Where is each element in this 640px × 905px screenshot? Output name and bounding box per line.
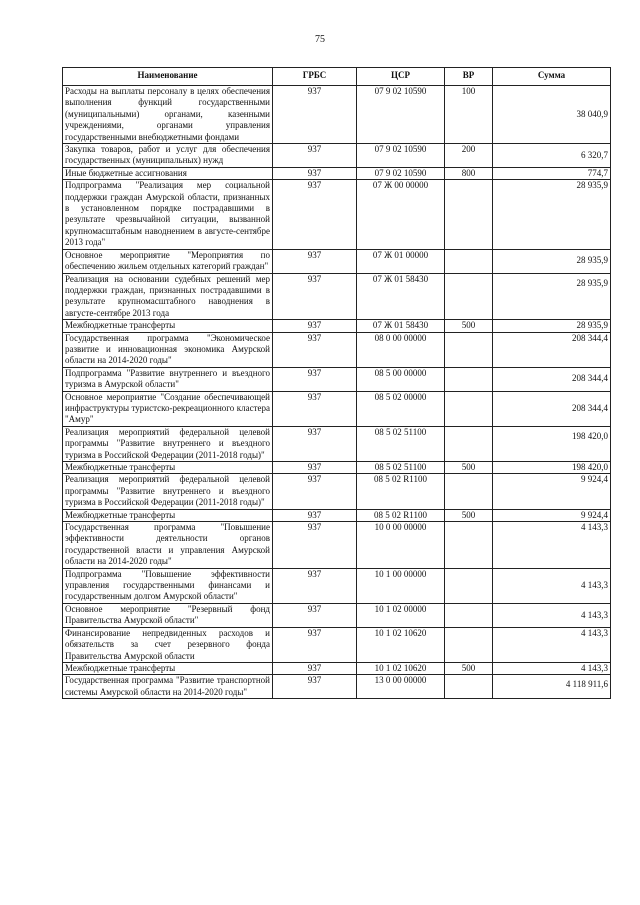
- cell-sum: 198 420,0: [493, 426, 611, 461]
- cell-grbs: 937: [273, 509, 357, 521]
- table-row: [63, 603, 611, 627]
- table-row: [63, 320, 611, 332]
- cell-csr: 07 9 02 10590: [357, 86, 445, 144]
- cell-csr: 07 Ж 01 00000: [357, 249, 445, 273]
- table-row: [63, 86, 611, 144]
- cell-grbs: 937: [273, 675, 357, 699]
- table-row: [63, 167, 611, 179]
- cell-sum: 208 344,4: [493, 391, 611, 426]
- cell-sum: 9 924,4: [493, 509, 611, 521]
- table-row: [63, 180, 611, 249]
- cell-vr: [445, 249, 493, 273]
- cell-grbs: 937: [273, 474, 357, 509]
- cell-grbs: 937: [273, 462, 357, 474]
- cell-csr: 08 5 02 51100: [357, 426, 445, 461]
- cell-csr: 10 1 02 10620: [357, 627, 445, 662]
- cell-sum: 4 118 911,6: [493, 675, 611, 699]
- cell-name: Межбюджетные трансферты: [63, 462, 273, 474]
- cell-csr: 07 9 02 10590: [357, 144, 445, 168]
- cell-vr: [445, 603, 493, 627]
- table-row: [63, 249, 611, 273]
- cell-csr: 10 0 00 00000: [357, 522, 445, 569]
- cell-vr: [445, 180, 493, 249]
- cell-name: Закупка товаров, работ и услуг для обеспечения государственных (муниципальных) нужд: [63, 144, 273, 168]
- cell-vr: [445, 367, 493, 391]
- cell-vr: [445, 273, 493, 320]
- cell-sum: 28 935,9: [493, 249, 611, 273]
- cell-sum: 6 320,7: [493, 144, 611, 168]
- cell-sum: 28 935,9: [493, 273, 611, 320]
- cell-sum: 28 935,9: [493, 320, 611, 332]
- cell-grbs: 937: [273, 391, 357, 426]
- cell-name: Государственная программа "Повышение эффективности деятельности органов государственной власти и управления Амурской области на 2014-2020 годы": [63, 522, 273, 569]
- table-row: [63, 509, 611, 521]
- table-row: [63, 426, 611, 461]
- cell-grbs: 937: [273, 603, 357, 627]
- cell-name: Реализация мероприятий федеральной целевой программы "Развитие внутреннего и въездного туризма в Российской Федерации (2011-2018 годы)": [63, 474, 273, 509]
- cell-name: Межбюджетные трансферты: [63, 662, 273, 674]
- cell-vr: 800: [445, 167, 493, 179]
- cell-grbs: 937: [273, 167, 357, 179]
- table-row: [63, 367, 611, 391]
- header-name: Наименование: [63, 68, 273, 86]
- cell-vr: 500: [445, 662, 493, 674]
- header-grbs: ГРБС: [273, 68, 357, 86]
- cell-name: Государственная программа "Развитие транспортной системы Амурской области на 2014-2020 годы": [63, 675, 273, 699]
- cell-sum: 198 420,0: [493, 462, 611, 474]
- cell-grbs: 937: [273, 144, 357, 168]
- cell-csr: 08 5 02 R1100: [357, 474, 445, 509]
- cell-csr: 08 5 00 00000: [357, 367, 445, 391]
- cell-name: Основное мероприятие "Резервный фонд Правительства Амурской области": [63, 603, 273, 627]
- cell-sum: 4 143,3: [493, 568, 611, 603]
- cell-name: Государственная программа "Экономическое развитие и инновационная экономика Амурской области на 2014-2020 годы": [63, 332, 273, 367]
- cell-name: Межбюджетные трансферты: [63, 509, 273, 521]
- cell-csr: 10 1 00 00000: [357, 568, 445, 603]
- cell-vr: [445, 568, 493, 603]
- cell-vr: 500: [445, 509, 493, 521]
- cell-csr: 08 5 02 00000: [357, 391, 445, 426]
- cell-grbs: 937: [273, 332, 357, 367]
- cell-sum: 208 344,4: [493, 367, 611, 391]
- cell-vr: [445, 332, 493, 367]
- cell-name: Реализация на основании судебных решений мер поддержки граждан, признанных пострадавшими в результате крупномасштабного наводнения в августе-сентябре 2013 года: [63, 273, 273, 320]
- table-row: [63, 522, 611, 569]
- cell-grbs: 937: [273, 249, 357, 273]
- header-sum: Сумма: [493, 68, 611, 86]
- cell-sum: 774,7: [493, 167, 611, 179]
- table-header-row: [63, 68, 611, 86]
- cell-vr: [445, 675, 493, 699]
- cell-csr: 13 0 00 00000: [357, 675, 445, 699]
- cell-name: Финансирование непредвиденных расходов и обязательств за счет резервного фонда Правительства Амурской области: [63, 627, 273, 662]
- table-row: [63, 474, 611, 509]
- cell-sum: 208 344,4: [493, 332, 611, 367]
- cell-vr: [445, 627, 493, 662]
- cell-vr: 500: [445, 320, 493, 332]
- table-row: [63, 627, 611, 662]
- cell-name: Подпрограмма "Развитие внутреннего и въездного туризма в Амурской области": [63, 367, 273, 391]
- cell-sum: 4 143,3: [493, 522, 611, 569]
- cell-name: Подпрограмма "Повышение эффективности управления государственными финансами и государственным долгом Амурской области": [63, 568, 273, 603]
- cell-name: Расходы на выплаты персоналу в целях обеспечения выполнения функций государственными (муниципальными) органами, казенными учреждениями, органами управления государственными внебюджетными фондами: [63, 86, 273, 144]
- cell-name: Подпрограмма "Реализация мер социальной поддержки граждан Амурской области, признанных в установленном порядке пострадавшими в результате чрезвычайной ситуации, вызванной крупномасштабным наводнением в августе-сентябре 2013 года": [63, 180, 273, 249]
- cell-sum: 28 935,9: [493, 180, 611, 249]
- page-number: 75: [315, 34, 325, 45]
- cell-sum: 4 143,3: [493, 603, 611, 627]
- header-vr: ВР: [445, 68, 493, 86]
- cell-sum: 4 143,3: [493, 662, 611, 674]
- cell-grbs: 937: [273, 86, 357, 144]
- cell-csr: 07 Ж 01 58430: [357, 320, 445, 332]
- cell-name: Реализация мероприятий федеральной целевой программы "Развитие внутреннего и въездного туризма в Российской Федерации (2011-2018 годы)": [63, 426, 273, 461]
- cell-grbs: 937: [273, 426, 357, 461]
- cell-vr: [445, 426, 493, 461]
- table-row: [63, 332, 611, 367]
- cell-grbs: 937: [273, 568, 357, 603]
- table-row: [63, 568, 611, 603]
- cell-grbs: 937: [273, 367, 357, 391]
- cell-grbs: 937: [273, 180, 357, 249]
- cell-csr: 07 9 02 10590: [357, 167, 445, 179]
- cell-sum: 4 143,3: [493, 627, 611, 662]
- cell-name: Основное мероприятие "Создание обеспечивающей инфраструктуры туристско-рекреационного кластера "Амур": [63, 391, 273, 426]
- cell-sum: 38 040,9: [493, 86, 611, 144]
- budget-table: [62, 67, 611, 699]
- table-row: [63, 675, 611, 699]
- cell-grbs: 937: [273, 662, 357, 674]
- cell-grbs: 937: [273, 273, 357, 320]
- cell-vr: [445, 522, 493, 569]
- cell-name: Основное мероприятие "Мероприятия по обеспечению жильем отдельных категорий граждан": [63, 249, 273, 273]
- cell-vr: [445, 391, 493, 426]
- table-row: [63, 391, 611, 426]
- cell-name: Межбюджетные трансферты: [63, 320, 273, 332]
- header-csr: ЦСР: [357, 68, 445, 86]
- cell-csr: 07 Ж 00 00000: [357, 180, 445, 249]
- cell-csr: 07 Ж 01 58430: [357, 273, 445, 320]
- cell-csr: 08 5 02 R1100: [357, 509, 445, 521]
- table-row: [63, 662, 611, 674]
- cell-grbs: 937: [273, 522, 357, 569]
- cell-grbs: 937: [273, 320, 357, 332]
- cell-vr: 100: [445, 86, 493, 144]
- cell-vr: 200: [445, 144, 493, 168]
- cell-vr: 500: [445, 462, 493, 474]
- table-row: [63, 144, 611, 168]
- cell-grbs: 937: [273, 627, 357, 662]
- cell-name: Иные бюджетные ассигнования: [63, 167, 273, 179]
- cell-vr: [445, 474, 493, 509]
- cell-csr: 08 0 00 00000: [357, 332, 445, 367]
- cell-sum: 9 924,4: [493, 474, 611, 509]
- cell-csr: 10 1 02 10620: [357, 662, 445, 674]
- table-row: [63, 462, 611, 474]
- cell-csr: 08 5 02 51100: [357, 462, 445, 474]
- cell-csr: 10 1 02 00000: [357, 603, 445, 627]
- table-row: [63, 273, 611, 320]
